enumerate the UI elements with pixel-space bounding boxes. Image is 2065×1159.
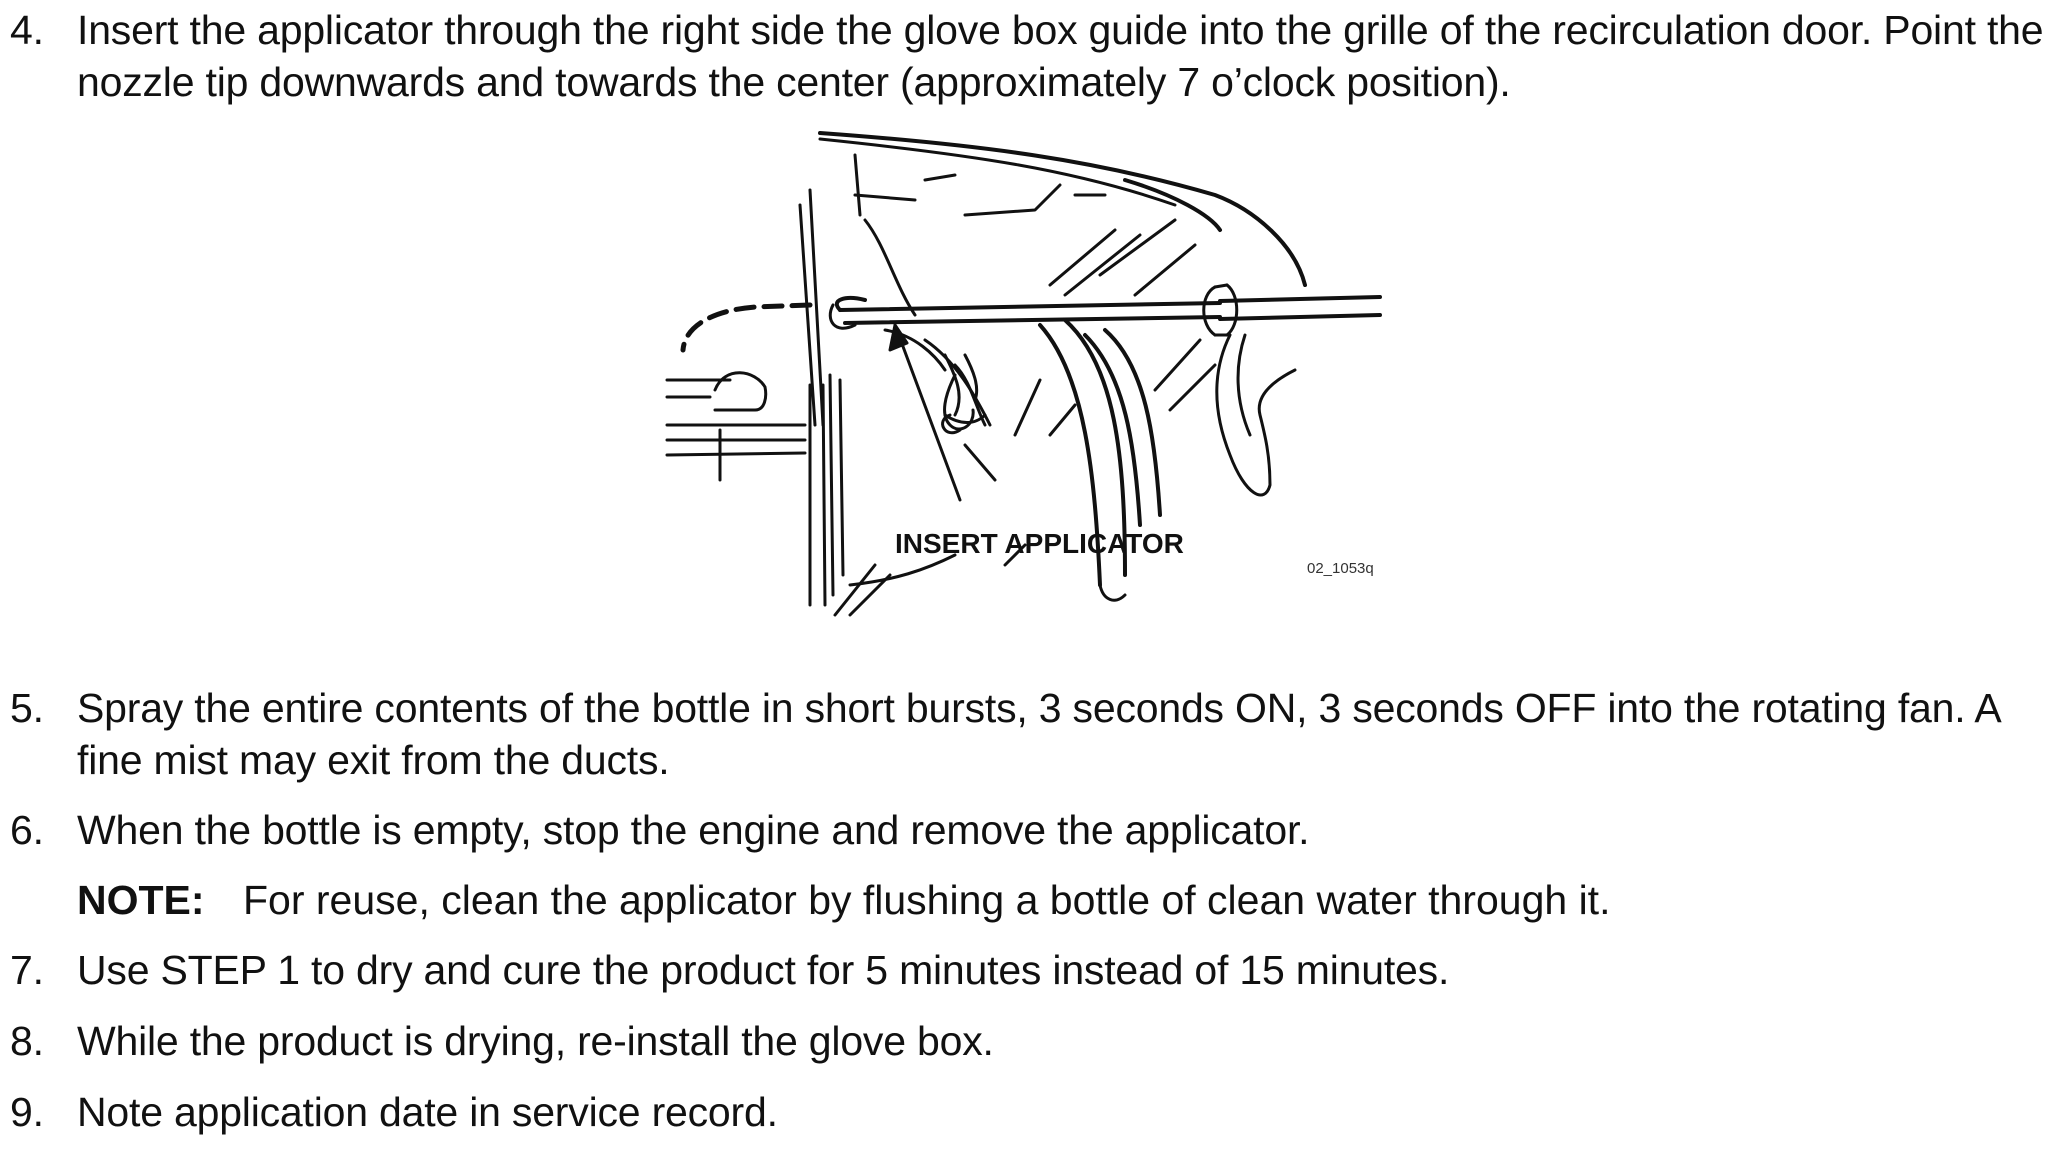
note	[77, 874, 1610, 926]
step-number: 4.	[10, 7, 44, 53]
note-label: NOTE:	[77, 877, 205, 923]
step-text: While the product is drying, re-install the glove box.	[77, 1018, 994, 1064]
step-text: Note application date in service record.	[77, 1089, 778, 1135]
step-text: When the bottle is empty, stop the engine and remove the applicator.	[77, 807, 1310, 853]
figure-id: 02_1053q	[1307, 560, 1374, 577]
note-text: For reuse, clean the applicator by flushing a bottle of clean water through it.	[243, 877, 1611, 923]
step-text: Spray the entire contents of the bottle in short bursts, 3 seconds ON, 3 seconds OFF into the rotating fan. A fine mist may exit from the ducts.	[77, 685, 2000, 783]
step-number: 8.	[10, 1018, 44, 1064]
step-text: Insert the applicator through the right side the glove box guide into the grille of the recirculation door. Point the nozzle tip downwards and towards the center (approximately 7 o’clock position).	[77, 7, 2044, 105]
applicator-illustration	[655, 125, 1425, 655]
callout-label: INSERT APPLICATOR	[895, 528, 1184, 559]
step-number: 9.	[10, 1089, 44, 1135]
step-text: Use STEP 1 to dry and cure the product for 5 minutes instead of 15 minutes.	[77, 947, 1450, 993]
line-drawing	[655, 125, 1425, 655]
step-number: 7.	[10, 947, 44, 993]
step-number: 6.	[10, 807, 44, 853]
step-number: 5.	[10, 685, 44, 731]
